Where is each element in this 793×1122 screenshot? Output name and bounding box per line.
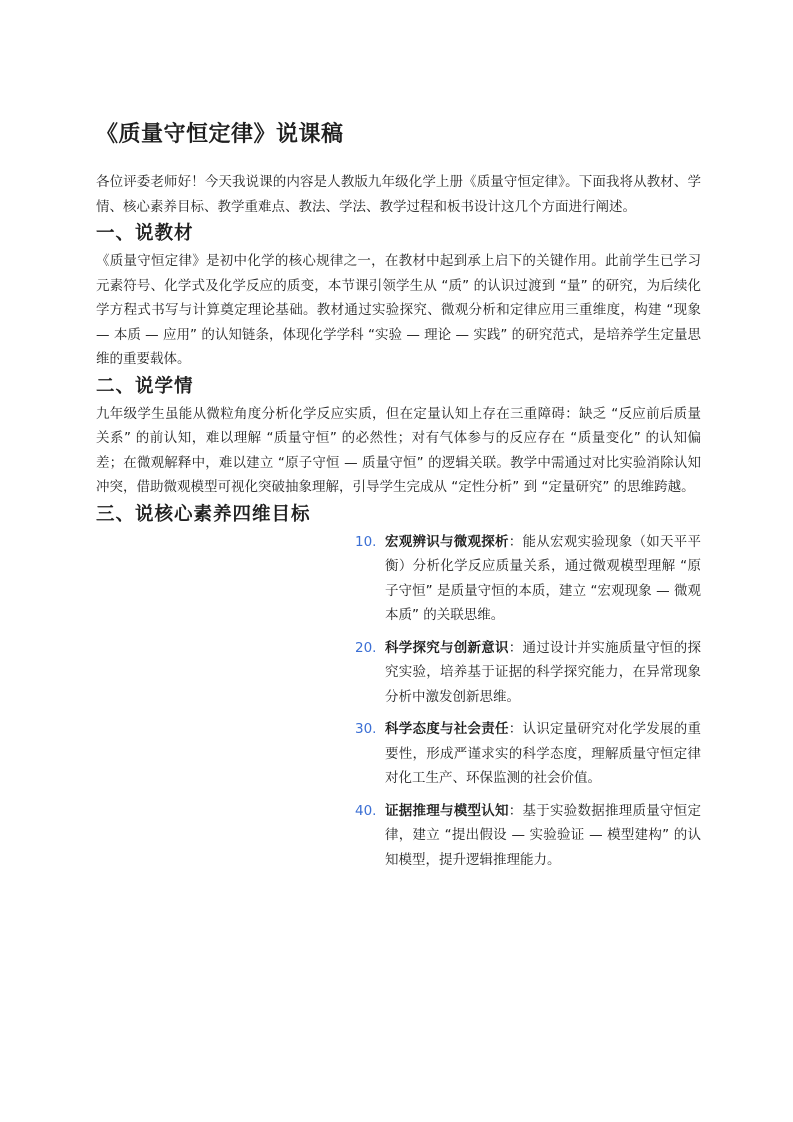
document-page	[96, 118, 701, 880]
list-item-number: 20.	[355, 639, 377, 656]
list-item	[355, 636, 701, 710]
section-heading-goals: 三、说核心素养四维目标	[96, 503, 311, 525]
list-item-text: 能从宏观实验现象（如天平平衡）分析化学反应质量关系，通过微观模型理解 “原子守恒” 是质量守恒的本质，建立 “宏观现象 — 微观本质” 的关联思维。	[385, 533, 701, 623]
list-item-colon: ：	[508, 639, 523, 656]
list-item	[355, 530, 701, 628]
list-item-number: 30.	[355, 721, 377, 737]
list-item-colon: ：	[508, 533, 523, 550]
list-item	[355, 799, 701, 873]
intro-paragraph: 各位评委老师好！今天我说课的内容是人教版九年级化学上册《质量守恒定律》。下面我将从教材、学情、核心素养目标、教学重难点、教法、学法、教学过程和板书设计这几个方面进行阐述。	[96, 174, 701, 215]
list-item-title: 证据推理与模型认知	[385, 802, 509, 819]
list-item-text: 认识定量研究对化学发展的重要性，形成严谨求实的科学态度，理解质量守恒定律对化工生产、环保监测的社会价值。	[385, 721, 701, 786]
list-item	[355, 717, 701, 791]
list-item-title: 科学态度与社会责任	[385, 721, 509, 737]
list-item-number: 40.	[355, 802, 377, 819]
section-paragraph-students: 九年级学生虽能从微粒角度分析化学反应实质，但在定量认知上存在三重障碍：缺乏 “反应前后质量关系” 的前认知，难以理解 “质量守恒” 的必然性；对有气体参与的反应存在 “质量变化” 的认知偏差；在微观解释中，难以建立 “原子守恒 — 质量守恒” 的逻辑关联。教学中需通过对比实验消除认知冲突，借助微观模型可视化突破抽象理解，引导学生完成从 “定性分析” 到 “定量研究” 的思维跨越。	[96, 405, 701, 495]
goal-list	[355, 530, 701, 873]
list-item-number: 10.	[355, 533, 377, 550]
list-item-title: 宏观辨识与微观探析	[385, 533, 509, 550]
list-item-colon: ：	[508, 802, 523, 819]
section-heading-students: 二、说学情	[96, 375, 194, 397]
section-paragraph-textbook: 《质量守恒定律》是初中化学的核心规律之一，在教材中起到承上启下的关键作用。此前学生已学习元素符号、化学式及化学反应的质变，本节课引领学生从 “质” 的认识过渡到 “量” 的研究，为后续化学方程式书写与计算奠定理论基础。教材通过实验探究、微观分析和定律应用三重维度，构建 “现象 — 本质 — 应用” 的认知链条，体现化学学科 “实验 — 理论 — 实践” 的研究范式，是培养学生定量思维的重要载体。	[96, 253, 701, 367]
section-heading-textbook: 一、说教材	[96, 223, 194, 244]
list-item-text: 基于实验数据推理质量守恒定律，建立 “提出假设 — 实验验证 — 模型建构” 的认知模型，提升逻辑推理能力。	[385, 802, 701, 868]
list-item-colon: ：	[508, 721, 523, 737]
document-title: 《质量守恒定律》说课稿	[96, 122, 344, 147]
list-item-text: 通过设计并实施质量守恒的探究实验，培养基于证据的科学探究能力，在异常现象分析中激发创新思维。	[385, 639, 701, 705]
list-item-title: 科学探究与创新意识	[385, 639, 509, 656]
